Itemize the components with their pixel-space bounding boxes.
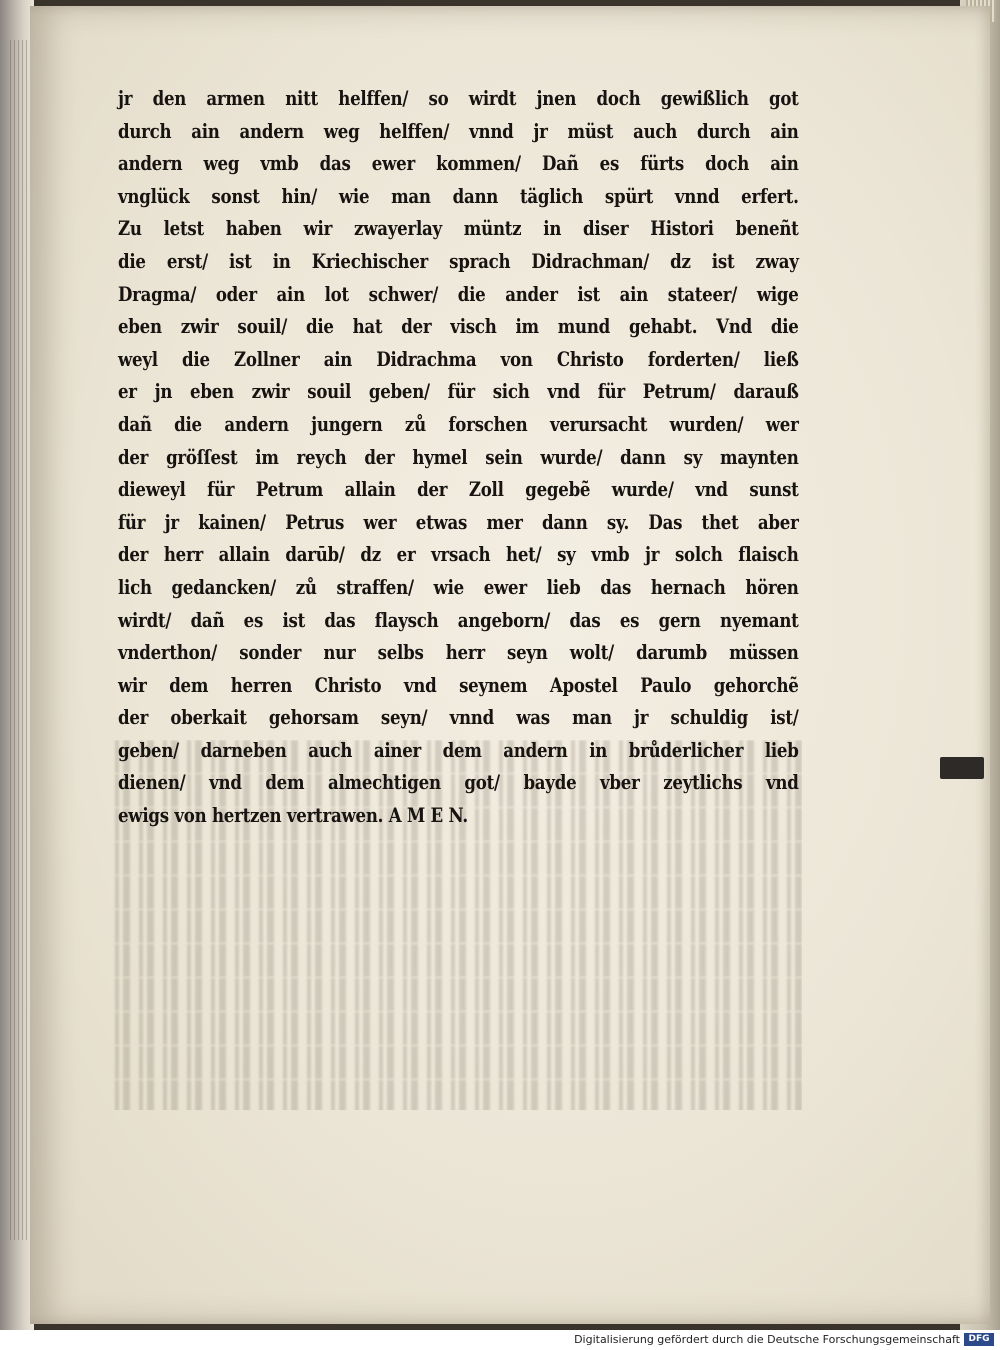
text-line: für jr kainen/ Petrus wer etwas mer dann sy. Das thet aber xyxy=(118,509,799,534)
bleed-line xyxy=(112,944,802,977)
text-line: dieweyl für Petrum allain der Zoll gegebẽ wurde/ vnd sunst xyxy=(118,477,799,502)
text-line: wir dem herren Christo vnd seynem Apostel Paulo gehorchẽ xyxy=(118,672,799,697)
text-line: weyl die Zollner ain Didrachma von Christo forderten/ ließ xyxy=(118,346,799,371)
text-line: er jn eben zwir souil geben/ für sich vnd für Petrum/ darauß xyxy=(118,379,799,404)
text-line: Dragma/ oder ain lot schwer/ die ander ist ain stateer/ wige xyxy=(118,281,799,306)
bleed-line xyxy=(112,1012,802,1045)
bleed-line xyxy=(112,1080,802,1110)
text-line-amen: ewigs von hertzen vertrawen. A M E N. xyxy=(118,803,468,828)
text-block xyxy=(118,82,798,832)
text-line: durch ain andern weg helffen/ vnnd jr müst auch durch ain xyxy=(118,118,799,143)
bleed-line xyxy=(112,842,802,875)
bleed-line xyxy=(112,876,802,909)
text-line: dienen/ vnd dem almechtigen got/ bayde vber zeytlichs vnd xyxy=(118,770,799,795)
page-stack-lines xyxy=(10,40,30,1240)
text-line: wirdt/ dañ es ist das flaysch angeborn/ das es gern nyemant xyxy=(118,607,799,632)
text-line: lich gedancken/ zů straffen/ wie ewer lieb das hernach hören xyxy=(118,574,799,599)
text-line: dañ die andern jungern zů forschen verursacht wurden/ wer xyxy=(118,411,799,436)
text-line: vnglück sonst hin/ wie man dann täglich spürt vnnd erfert. xyxy=(118,183,799,208)
text-line: der oberkait gehorsam seyn/ vnnd was man jr schuldig ist/ xyxy=(118,705,799,730)
bleed-line xyxy=(112,978,802,1011)
page-stack-left xyxy=(0,0,34,1330)
text-line: jr den armen nitt helffen/ so wirdt jnen doch gewißlich got xyxy=(118,86,799,110)
dfg-logo: DFG xyxy=(964,1333,994,1346)
text-line: der gröſſest im reych der hymel sein wurde/ dann sy maynten xyxy=(118,444,799,469)
bleed-line xyxy=(112,1046,802,1079)
text-line: der herr allain darūb/ dz er vrsach het/ sy vmb jr solch flaisch xyxy=(118,542,799,567)
text-line: vnderthon/ sonder nur selbs herr seyn wolt/ darumb müssen xyxy=(118,640,799,665)
bookmark-tab xyxy=(940,757,984,779)
text-line: andern weg vmb das ewer kommen/ Dañ es fürts doch ain xyxy=(118,151,799,176)
text-line: eben zwir souil/ die hat der visch im mund gehabt. Vnd die xyxy=(118,314,799,339)
bleed-line xyxy=(112,910,802,943)
text-line: geben/ darneben auch ainer dem andern in brůderlicher lieb xyxy=(118,737,799,762)
footer-credit: Digitalisierung gefördert durch die Deutsche Forschungsgemeinschaft xyxy=(574,1333,960,1346)
text-line: Zu letst haben wir zwayerlay müntz in diser Histori beneñt xyxy=(118,216,799,241)
text-line: die erst/ ist in Kriechischer sprach Didrachman/ dz ist zway xyxy=(118,248,799,273)
